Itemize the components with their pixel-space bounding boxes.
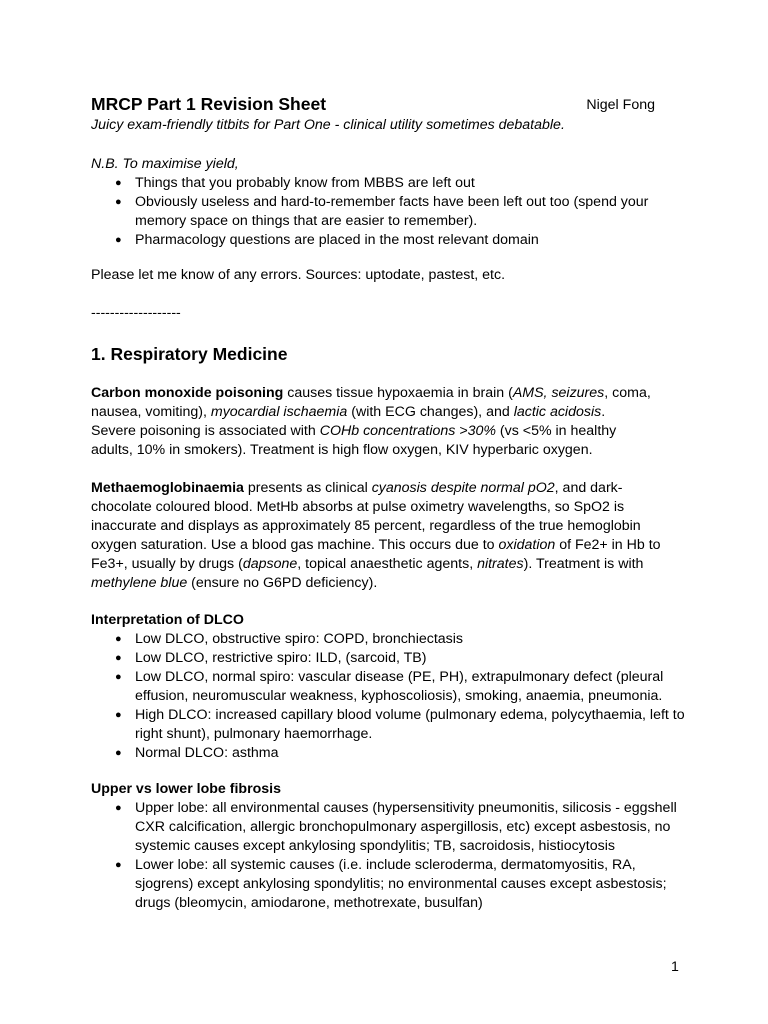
fibrosis-heading: Upper vs lower lobe fibrosis bbox=[91, 781, 282, 797]
dlco-heading: Interpretation of DLCO bbox=[91, 612, 244, 628]
list-item: ● High DLCO: increased capillary blood volume (pulmonary edema, polycythaemia, left to right shunt), pulmonary haemorrhage. bbox=[115, 707, 685, 742]
methb-term: Methaemoglobinaemia bbox=[91, 480, 244, 496]
list-item: ● Pharmacology questions are placed in the most relevant domain bbox=[115, 232, 539, 248]
errors-note: Please let me know of any errors. Sources: uptodate, pastest, etc. bbox=[91, 267, 506, 283]
author-name: Nigel Fong bbox=[586, 97, 655, 113]
title-row bbox=[91, 93, 661, 116]
section-heading: 1. Respiratory Medicine bbox=[91, 344, 288, 364]
page-title: MRCP Part 1 Revision Sheet bbox=[91, 94, 327, 114]
list-item: ● Low DLCO, obstructive spiro: COPD, bronchiectasis bbox=[115, 631, 464, 647]
list-item: ● Normal DLCO: asthma bbox=[115, 745, 279, 761]
co-paragraph: Carbon monoxide poisoning causes tissue hypoxaemia in brain (AMS, seizures, coma, nausea, vomiting), myocardial ischaemia (with ECG changes), and lactic acidosis. Severe poisoning is associated with COHb concentrations >30% (vs <5% in healthy adults, 10% in smokers). Treatment is high flow oxygen, KIV hyperbaric oxygen. bbox=[91, 385, 651, 458]
list-item: ● Upper lobe: all environmental causes (hypersensitivity pneumonitis, silicosis - eggshell CXR calcification, allergic bronchopulmonary aspergillosis, etc) except asbestosis, no systemic causes except ankylosing spondylitis; TB, sacroidosis, histiocytosis bbox=[115, 800, 677, 854]
co-term: Carbon monoxide poisoning bbox=[91, 385, 284, 401]
fibrosis-list bbox=[91, 799, 681, 913]
nb-note: N.B. To maximise yield, bbox=[91, 156, 239, 172]
list-item: ● Low DLCO, restrictive spiro: ILD, (sarcoid, TB) bbox=[115, 650, 427, 666]
list-item: ● Lower lobe: all systemic causes (i.e. include scleroderma, dermatomyositis, RA, sjogrens) except ankylosing spondylitis; no environmental causes except asbestosis; drugs (bleomycin, amiodarone, methotrexate, busulfan) bbox=[115, 857, 667, 911]
dlco-list bbox=[91, 630, 691, 763]
list-item: ● Obviously useless and hard-to-remember facts have been left out too (spend your memory space on things that are easier to remember). bbox=[115, 194, 649, 229]
divider-text: ------------------- bbox=[91, 305, 181, 321]
list-item: ● Low DLCO, normal spiro: vascular disease (PE, PH), extrapulmonary defect (pleural effusion, neuromuscular weakness, kyphoscoliosis), smoking, anaemia, pneumonia. bbox=[115, 669, 664, 704]
list-item: ● Things that you probably know from MBBS are left out bbox=[115, 175, 475, 191]
methb-paragraph: Methaemoglobinaemia presents as clinical cyanosis despite normal pO2, and dark-chocolate coloured blood. MetHb absorbs at pulse oximetry wavelengths, so SpO2 is inaccurate and displays as approximately 85 percent, regardless of the true hemoglobin oxygen saturation. Use a blood gas machine. This occurs due to oxidation of Fe2+ in Hb to Fe3+, usually by drugs (dapsone, topical anaesthetic agents, nitrates). Treatment is with methylene blue (ensure no G6PD deficiency). bbox=[91, 480, 661, 591]
subtitle: Juicy exam-friendly titbits for Part One - clinical utility sometimes debatable. bbox=[91, 117, 565, 133]
intro-list bbox=[91, 174, 651, 250]
page-number: 1 bbox=[671, 959, 679, 975]
